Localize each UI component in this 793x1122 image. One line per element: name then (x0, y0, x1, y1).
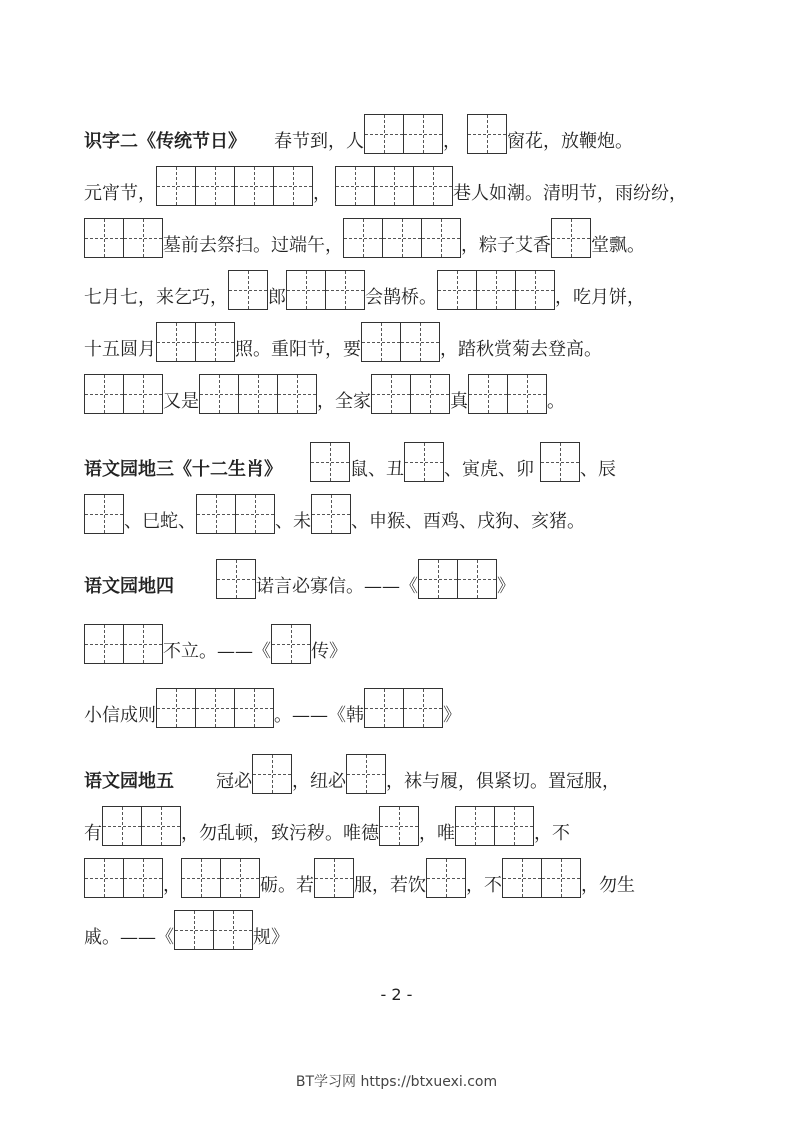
section1-line1 (84, 110, 733, 154)
text: 巷人如潮。清明节，雨纷纷， (453, 183, 687, 204)
text: 鼠、丑 (350, 459, 404, 480)
text: ，不 (466, 875, 502, 896)
blank-boxes[interactable] (468, 374, 547, 414)
blank-boxes[interactable] (156, 166, 313, 206)
section3-title: 语文园地四 (84, 576, 174, 597)
blank-boxes[interactable] (437, 270, 555, 310)
text: 砺。若 (260, 875, 314, 896)
text: 戚。——《 (84, 927, 174, 948)
text: 七月七，来乞巧， (84, 287, 228, 308)
blank-boxes[interactable] (84, 218, 163, 258)
blank-boxes[interactable] (252, 754, 292, 794)
blank-boxes[interactable] (84, 494, 124, 534)
text: 。——《韩 (274, 705, 364, 726)
text: ， (443, 131, 461, 152)
section3-line2 (84, 620, 733, 664)
text: 有 (84, 823, 102, 844)
blank-boxes[interactable] (286, 270, 365, 310)
section4-line1 (84, 750, 733, 794)
text: 窗花，放鞭炮。 (507, 131, 633, 152)
blank-boxes[interactable] (404, 442, 444, 482)
section1-line6 (84, 370, 733, 414)
blank-boxes[interactable] (455, 806, 534, 846)
text: ，不 (534, 823, 570, 844)
text: 、寅虎、卯 (444, 459, 534, 480)
section2-line2 (84, 490, 733, 534)
section4-line2 (84, 802, 733, 846)
section4-line4 (84, 906, 733, 950)
blank-boxes[interactable] (540, 442, 580, 482)
blank-boxes[interactable] (174, 910, 253, 950)
section3-line1 (84, 555, 733, 599)
blank-boxes[interactable] (371, 374, 450, 414)
text: 春节到，人 (274, 131, 364, 152)
blank-boxes[interactable] (346, 754, 386, 794)
text: ， (313, 183, 331, 204)
section1-line4 (84, 266, 733, 310)
text: ， (163, 875, 181, 896)
text: 规》 (253, 927, 289, 948)
text: 小信成则 (84, 705, 156, 726)
text: ，勿乱顿，致污秽。唯德 (181, 823, 379, 844)
blank-boxes[interactable] (156, 322, 235, 362)
text: ，踏秋赏菊去登高。 (440, 339, 602, 360)
section4-line3 (84, 854, 733, 898)
blank-boxes[interactable] (343, 218, 461, 258)
blank-boxes[interactable] (199, 374, 317, 414)
blank-boxes[interactable] (361, 322, 440, 362)
blank-boxes[interactable] (379, 806, 419, 846)
section1-line3 (84, 214, 733, 258)
text: 》 (497, 576, 515, 597)
blank-boxes[interactable] (551, 218, 591, 258)
page-number: - 2 - (380, 985, 413, 1004)
text: 郎 (268, 287, 286, 308)
text: 又是 (163, 391, 199, 412)
text: 真 (450, 391, 468, 412)
text: ，唯 (419, 823, 455, 844)
text: 、辰 (580, 459, 616, 480)
text: 元宵节， (84, 183, 156, 204)
blank-boxes[interactable] (156, 688, 274, 728)
text: 冠必 (216, 771, 252, 792)
text: 。 (547, 391, 565, 412)
blank-boxes[interactable] (502, 858, 581, 898)
blank-boxes[interactable] (84, 374, 163, 414)
blank-boxes[interactable] (311, 494, 351, 534)
blank-boxes[interactable] (196, 494, 275, 534)
section2-line1 (84, 438, 733, 482)
blank-boxes[interactable] (216, 559, 256, 599)
blank-boxes[interactable] (364, 114, 443, 154)
text: 、申猴、酉鸡、戌狗、亥猪。 (351, 511, 585, 532)
section1-title: 识字二《传统节日》 (84, 131, 246, 152)
text: 不立。——《 (163, 641, 271, 662)
section4-title: 语文园地五 (84, 771, 174, 792)
text: ，勿生 (581, 875, 635, 896)
text: ，全家 (317, 391, 371, 412)
section3-line3 (84, 684, 733, 728)
text: ，粽子艾香 (461, 235, 551, 256)
blank-boxes[interactable] (364, 688, 443, 728)
blank-boxes[interactable] (228, 270, 268, 310)
text: 》 (443, 705, 461, 726)
text: 照。重阳节，要 (235, 339, 361, 360)
blank-boxes[interactable] (181, 858, 260, 898)
blank-boxes[interactable] (426, 858, 466, 898)
text: 会鹊桥。 (365, 287, 437, 308)
text: ，纽必 (292, 771, 346, 792)
blank-boxes[interactable] (310, 442, 350, 482)
section1-line2 (84, 162, 733, 206)
blank-boxes[interactable] (335, 166, 453, 206)
blank-boxes[interactable] (418, 559, 497, 599)
text: 堂飘。 (591, 235, 645, 256)
blank-boxes[interactable] (467, 114, 507, 154)
blank-boxes[interactable] (314, 858, 354, 898)
section1-line5 (84, 318, 733, 362)
text: 诺言必寡信。——《 (256, 576, 418, 597)
text: 、巳蛇、 (124, 511, 196, 532)
text: 、未 (275, 511, 311, 532)
text: 传》 (311, 641, 347, 662)
text: ，袜与履，俱紧切。置冠服， (386, 771, 620, 792)
blank-boxes[interactable] (102, 806, 181, 846)
section2-title: 语文园地三《十二生肖》 (84, 459, 282, 480)
blank-boxes[interactable] (271, 624, 311, 664)
footer-url[interactable]: BT学习网 https://btxuexi.com (295, 1074, 498, 1090)
text: 墓前去祭扫。过端午， (163, 235, 343, 256)
blank-boxes[interactable] (84, 624, 163, 664)
text: 十五圆月 (84, 339, 156, 360)
text: ，吃月饼， (555, 287, 645, 308)
blank-boxes[interactable] (84, 858, 163, 898)
text: 服，若饮 (354, 875, 426, 896)
